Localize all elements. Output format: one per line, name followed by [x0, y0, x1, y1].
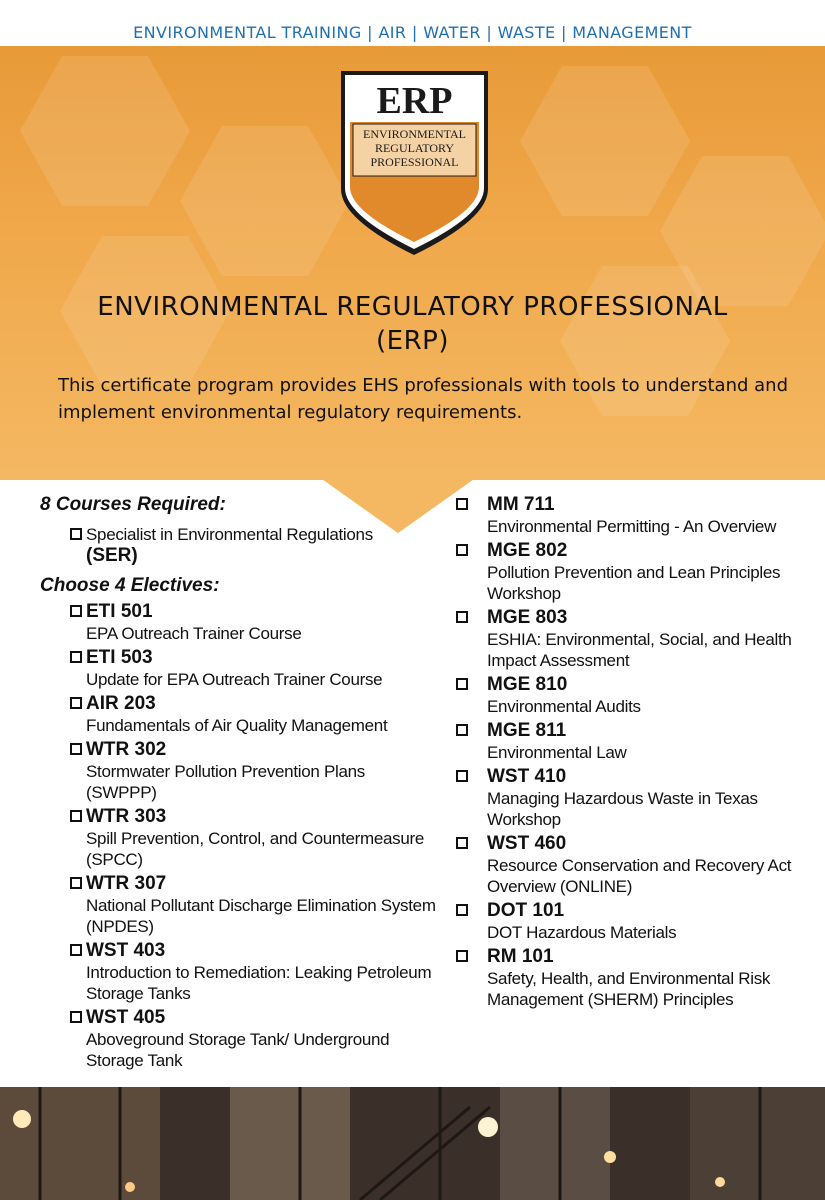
course-name: Environmental Audits: [487, 697, 641, 716]
checkbox[interactable]: [456, 770, 468, 782]
course-name: DOT Hazardous Materials: [487, 923, 677, 942]
checkbox[interactable]: [70, 605, 82, 617]
course-name: Safety, Health, and Environmental Risk Management (SHERM) Principles: [487, 969, 771, 1009]
checkbox[interactable]: [70, 743, 82, 755]
elective-item[interactable]: [456, 674, 816, 717]
required-heading: 8 Courses Required:: [40, 494, 226, 515]
course-name: Environmental Permitting - An Overview: [487, 517, 777, 536]
course-code: DOT 101: [487, 900, 565, 921]
header-bar: [0, 0, 825, 46]
right-column: [456, 494, 816, 1010]
course-code: WTR 307: [86, 873, 167, 894]
checkbox[interactable]: [70, 1011, 82, 1023]
checkbox[interactable]: [456, 544, 468, 556]
elective-item[interactable]: [456, 766, 816, 830]
checkbox[interactable]: [456, 611, 468, 623]
course-code: WST 410: [487, 766, 567, 787]
checkbox[interactable]: [456, 498, 468, 510]
elective-item[interactable]: [40, 693, 440, 736]
badge-text: ENVIRONMENTAL REGULATORY PROFESSIONAL: [362, 127, 467, 169]
elective-item[interactable]: [40, 739, 440, 803]
checkbox[interactable]: [70, 810, 82, 822]
course-name: Specialist in Environmental Regulations: [86, 525, 373, 544]
elective-item[interactable]: [456, 900, 816, 943]
course-code: ETI 503: [86, 647, 153, 668]
required-item[interactable]: [40, 524, 440, 567]
page-title: [0, 290, 825, 358]
electives-list-left: [40, 601, 440, 1071]
left-column: [40, 494, 440, 1071]
course-code: MGE 810: [487, 674, 568, 695]
checkbox[interactable]: [70, 651, 82, 663]
checkbox[interactable]: [456, 950, 468, 962]
elective-item[interactable]: [456, 494, 816, 537]
elective-item[interactable]: [40, 806, 440, 870]
elective-item[interactable]: [456, 720, 816, 763]
course-name: National Pollutant Discharge Elimination System (NPDES): [86, 896, 436, 936]
elective-item[interactable]: [40, 647, 440, 690]
elective-item[interactable]: [456, 607, 816, 671]
erp-shield-logo: [339, 69, 490, 257]
course-name: Introduction to Remediation: Leaking Petroleum Storage Tanks: [86, 963, 432, 1003]
refinery-photo: [0, 1087, 825, 1200]
elective-item[interactable]: [40, 601, 440, 644]
elective-item[interactable]: [456, 833, 816, 897]
course-code: RM 101: [487, 946, 554, 967]
course-name: Managing Hazardous Waste in Texas Workshop: [487, 789, 758, 829]
electives-list-right: [456, 494, 816, 1010]
course-code: MGE 802: [487, 540, 568, 561]
checkbox[interactable]: [70, 944, 82, 956]
course-code: WTR 303: [86, 806, 167, 827]
checkbox[interactable]: [456, 837, 468, 849]
course-code: (SER): [86, 545, 138, 566]
course-name: Aboveground Storage Tank/ Underground Storage Tank: [86, 1030, 390, 1070]
header-tagline: ENVIRONMENTAL TRAINING | AIR | WATER | WASTE | MANAGEMENT: [133, 23, 692, 42]
elective-item[interactable]: [40, 873, 440, 937]
course-code: WST 460: [487, 833, 567, 854]
course-code: WST 405: [86, 1007, 166, 1028]
checkbox[interactable]: [456, 678, 468, 690]
checkbox[interactable]: [456, 724, 468, 736]
badge-abbreviation: ERP: [376, 80, 453, 122]
checkbox[interactable]: [70, 697, 82, 709]
hex-pattern: [20, 56, 190, 206]
course-name: Spill Prevention, Control, and Countermeasure (SPCC): [86, 829, 425, 869]
page-title-line2: (ERP): [376, 326, 449, 356]
course-name: Resource Conservation and Recovery Act Overview (ONLINE): [487, 856, 792, 896]
course-code: WST 403: [86, 940, 166, 961]
course-name: Environmental Law: [487, 743, 627, 762]
course-name: ESHIA: Environmental, Social, and Health Impact Assessment: [487, 630, 792, 670]
course-code: MGE 811: [487, 720, 567, 741]
elective-item[interactable]: [456, 946, 816, 1010]
checkbox[interactable]: [70, 528, 82, 540]
elective-item[interactable]: [40, 1007, 440, 1071]
elective-item[interactable]: [456, 540, 816, 604]
course-code: MM 711: [487, 494, 555, 515]
course-name: Stormwater Pollution Prevention Plans (SWPPP): [86, 762, 365, 802]
course-code: ETI 501: [86, 601, 153, 622]
checkbox[interactable]: [456, 904, 468, 916]
course-name: EPA Outreach Trainer Course: [86, 624, 302, 643]
program-description: This certificate program provides EHS professionals with tools to understand and implement environmental regulatory requirements.: [58, 375, 789, 423]
checkbox[interactable]: [70, 877, 82, 889]
page-title-line1: ENVIRONMENTAL REGULATORY PROFESSIONAL: [97, 292, 728, 322]
course-name: Fundamentals of Air Quality Management: [86, 716, 388, 735]
elective-item[interactable]: [40, 940, 440, 1004]
course-name: Pollution Prevention and Lean Principles Workshop: [487, 563, 781, 603]
course-code: AIR 203: [86, 693, 156, 714]
course-name: Update for EPA Outreach Trainer Course: [86, 670, 383, 689]
course-code: WTR 302: [86, 739, 167, 760]
course-code: MGE 803: [487, 607, 568, 628]
electives-heading: Choose 4 Electives:: [40, 575, 220, 596]
